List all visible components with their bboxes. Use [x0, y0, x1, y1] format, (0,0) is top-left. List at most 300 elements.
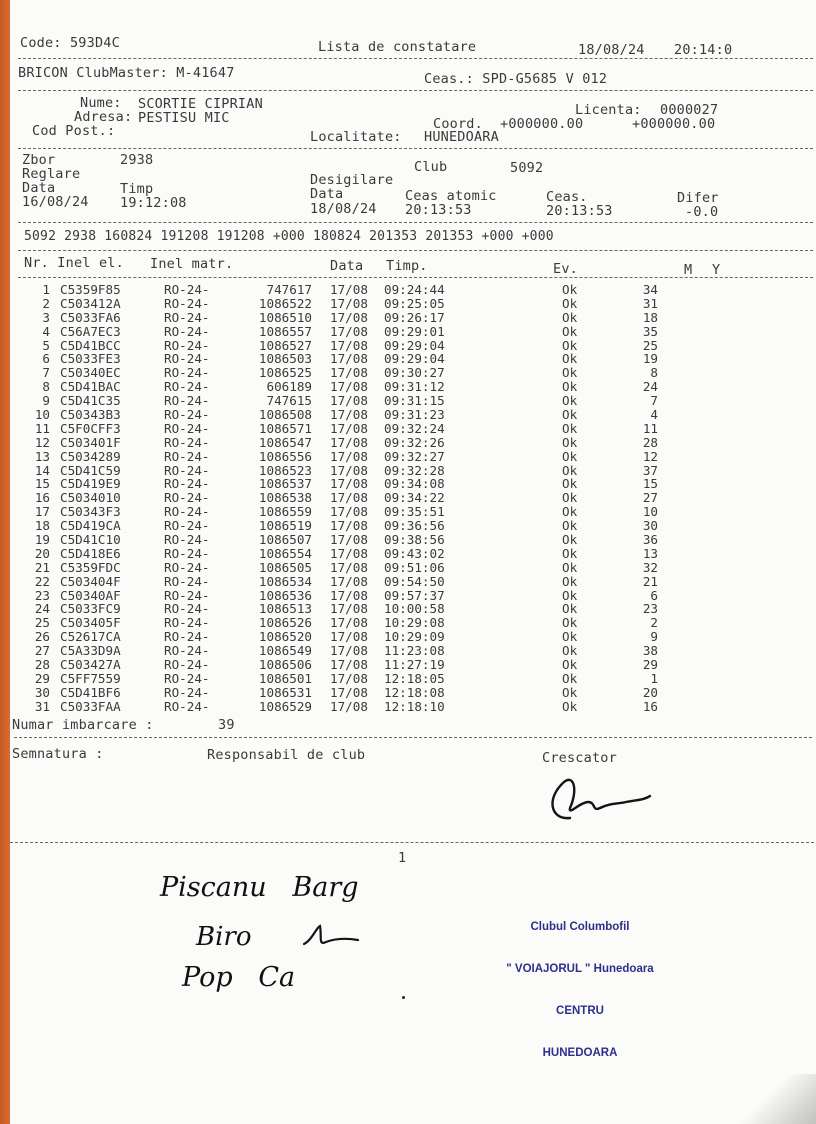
arrival-date: 17/08	[330, 559, 368, 575]
ring-prefix: RO-24-	[164, 295, 210, 311]
ring-number: 1086537	[258, 476, 312, 492]
arrival-date: 17/08	[330, 684, 368, 700]
divider	[18, 250, 813, 251]
event-status: Ok	[562, 587, 578, 603]
chip-id: C5A33D9A	[60, 643, 121, 659]
coord-x: +000000.00	[500, 116, 584, 132]
ring-prefix: RO-24-	[164, 434, 210, 450]
event-status: Ok	[562, 365, 578, 381]
chip-id: C503404F	[60, 573, 121, 589]
event-status: Ok	[562, 504, 578, 520]
arrival-date: 17/08	[330, 351, 368, 367]
crescator-label: Crescator	[542, 750, 617, 766]
ring-number: 1086531	[258, 684, 312, 700]
ring-prefix: RO-24-	[164, 309, 210, 325]
arrival-time: 09:51:06	[384, 559, 445, 575]
ring-prefix: RO-24-	[164, 587, 210, 603]
row-number: 11	[34, 420, 50, 436]
chip-id: C5D41C10	[60, 532, 121, 548]
row-number: 2	[42, 295, 50, 311]
ring-number: 1086525	[258, 365, 312, 381]
arrival-date: 17/08	[330, 490, 368, 506]
crescator-signature-icon	[540, 768, 660, 828]
divider	[14, 737, 812, 738]
arrival-date: 17/08	[330, 337, 368, 353]
event-status: Ok	[562, 434, 578, 450]
col-header-ring: Inel matr.	[150, 256, 234, 272]
event-status: Ok	[562, 282, 578, 297]
arrival-time: 09:29:04	[384, 351, 445, 367]
position: 15	[642, 476, 658, 492]
document-time: 20:14:0	[674, 42, 733, 58]
license-label: Licenta:	[575, 102, 642, 118]
arrival-date: 17/08	[330, 698, 368, 714]
arrival-date: 17/08	[330, 629, 368, 645]
event-status: Ok	[562, 698, 578, 714]
arrival-date: 17/08	[330, 407, 368, 423]
arrival-date: 17/08	[330, 365, 368, 381]
arrival-time: 09:57:37	[384, 587, 445, 603]
arrival-time: 09:54:50	[384, 573, 445, 589]
imbarcare-count: 39	[218, 717, 235, 733]
arrival-date: 17/08	[330, 643, 368, 659]
chip-id: C5D41BAC	[60, 379, 121, 395]
column-ring-prefix	[164, 283, 210, 714]
ring-number: 747615	[266, 393, 312, 409]
ring-prefix: RO-24-	[164, 337, 210, 353]
column-ring-number	[232, 283, 312, 714]
chip-id: C5D419E9	[60, 476, 121, 492]
row-number: 12	[34, 434, 50, 450]
ring-prefix: RO-24-	[164, 323, 210, 339]
document-title: Lista de constatare	[318, 39, 477, 55]
row-number: 16	[34, 490, 50, 506]
club-number: 5092	[510, 160, 544, 176]
arrival-date: 17/08	[330, 545, 368, 561]
position: 13	[642, 545, 658, 561]
arrival-date: 17/08	[330, 657, 368, 673]
arrival-date: 17/08	[330, 282, 368, 297]
reglare-date: 16/08/24	[22, 194, 89, 210]
divider	[18, 222, 813, 223]
event-status: Ok	[562, 559, 578, 575]
position: 28	[642, 434, 658, 450]
position: 21	[642, 573, 658, 589]
chip-id: C5FF7559	[60, 670, 121, 686]
ring-number: 1086526	[258, 615, 312, 631]
arrival-time: 10:29:09	[384, 629, 445, 645]
event-status: Ok	[562, 601, 578, 617]
row-number: 14	[34, 462, 50, 478]
ring-prefix: RO-24-	[164, 684, 210, 700]
event-status: Ok	[562, 615, 578, 631]
ring-prefix: RO-24-	[164, 462, 210, 478]
arrival-date: 17/08	[330, 309, 368, 325]
ring-prefix: RO-24-	[164, 282, 210, 297]
chip-id: C5359F85	[60, 282, 121, 297]
row-number: 18	[34, 518, 50, 534]
arrival-time: 12:18:08	[384, 684, 445, 700]
event-status: Ok	[562, 643, 578, 659]
event-status: Ok	[562, 629, 578, 645]
column-chip	[60, 283, 121, 714]
responsabil-label: Responsabil de club	[207, 747, 366, 763]
ring-prefix: RO-24-	[164, 601, 210, 617]
ring-number: 606189	[266, 379, 312, 395]
position: 31	[642, 295, 658, 311]
column-ev	[562, 283, 577, 714]
chip-id: C5033FC9	[60, 601, 121, 617]
column-date	[330, 283, 368, 714]
ring-number: 1086506	[258, 657, 312, 673]
owner-name: SCORTIE CIPRIAN	[138, 96, 263, 112]
row-number: 17	[34, 504, 50, 520]
ring-prefix: RO-24-	[164, 629, 210, 645]
arrival-time: 09:34:22	[384, 490, 445, 506]
arrival-date: 17/08	[330, 462, 368, 478]
position: 1	[650, 670, 658, 686]
locality: HUNEDOARA	[424, 129, 499, 145]
chip-id: C5D419CA	[60, 518, 121, 534]
event-status: Ok	[562, 670, 578, 686]
arrival-time: 10:00:58	[384, 601, 445, 617]
reglare-time: 19:12:08	[120, 195, 187, 211]
position: 6	[650, 587, 658, 603]
row-number: 15	[34, 476, 50, 492]
event-status: Ok	[562, 518, 578, 534]
ring-number: 1086501	[258, 670, 312, 686]
divider	[18, 148, 813, 149]
position: 20	[642, 684, 658, 700]
arrival-date: 17/08	[330, 573, 368, 589]
postal-code-label: Cod Post.:	[32, 123, 116, 139]
chip-id: C50340EC	[60, 365, 121, 381]
ring-number: 1086523	[258, 462, 312, 478]
address-label: Adresa:	[74, 109, 133, 125]
arrival-time: 11:23:08	[384, 643, 445, 659]
arrival-date: 17/08	[330, 393, 368, 409]
ring-number: 1086538	[258, 490, 312, 506]
imbarcare-label: Numar imbarcare :	[12, 717, 154, 733]
arrival-time: 09:32:27	[384, 448, 445, 464]
event-status: Ok	[562, 573, 578, 589]
arrival-time: 12:18:10	[384, 698, 445, 714]
ring-number: 1086557	[258, 323, 312, 339]
row-number: 24	[34, 601, 50, 617]
arrival-date: 17/08	[330, 504, 368, 520]
row-number: 28	[34, 657, 50, 673]
event-status: Ok	[562, 532, 578, 548]
row-number: 21	[34, 559, 50, 575]
chip-id: C50340AF	[60, 587, 121, 603]
arrival-time: 11:27:19	[384, 657, 445, 673]
ring-number: 1086556	[258, 448, 312, 464]
desig-data-label: Data	[310, 186, 344, 202]
clock-label: Ceas.	[546, 189, 588, 205]
ring-number: 1086559	[258, 504, 312, 520]
column-position	[630, 283, 658, 714]
stamp-line-1: Clubul Columbofil	[530, 921, 630, 933]
arrival-time: 09:31:15	[384, 393, 445, 409]
chip-id: C503401F	[60, 434, 121, 450]
ring-number: 1086510	[258, 309, 312, 325]
col-header-y: Y	[712, 262, 721, 278]
arrival-date: 17/08	[330, 601, 368, 617]
desig-date: 18/08/24	[310, 201, 377, 217]
ring-number: 1086534	[258, 573, 312, 589]
ring-number: 1086529	[258, 698, 312, 714]
ring-prefix: RO-24-	[164, 407, 210, 423]
ring-number: 1086547	[258, 434, 312, 450]
position: 8	[650, 365, 658, 381]
col-header-date: Data	[330, 258, 364, 274]
chip-id: C5D41BF6	[60, 684, 121, 700]
codes-line: 5092 2938 160824 191208 191208 +000 180824 201353 201353 +000 +000	[24, 229, 554, 244]
ring-number: 1086508	[258, 407, 312, 423]
handwritten-names-line-1: Piscanu Barg	[160, 872, 359, 903]
ring-prefix: RO-24-	[164, 698, 210, 714]
clock-time: 20:13:53	[546, 203, 613, 219]
chip-id: C5033FAA	[60, 698, 121, 714]
position: 23	[642, 601, 658, 617]
chip-id: C50343B3	[60, 407, 121, 423]
row-number: 5	[42, 337, 50, 353]
arrival-time: 09:36:56	[384, 518, 445, 534]
coord-y: +000000.00	[632, 116, 716, 132]
position: 24	[642, 379, 658, 395]
arrival-date: 17/08	[330, 518, 368, 534]
chip-id: C56A7EC3	[60, 323, 121, 339]
chip-id: C5D41BCC	[60, 337, 121, 353]
semnatura-label: Semnatura :	[12, 746, 104, 762]
position: 25	[642, 337, 658, 353]
ring-number: 1086505	[258, 559, 312, 575]
ring-number: 1086513	[258, 601, 312, 617]
event-status: Ok	[562, 476, 578, 492]
row-number: 20	[34, 545, 50, 561]
row-number: 27	[34, 643, 50, 659]
chip-id: C5D41C35	[60, 393, 121, 409]
event-status: Ok	[562, 337, 578, 353]
ring-prefix: RO-24-	[164, 559, 210, 575]
arrival-time: 09:35:51	[384, 504, 445, 520]
ring-prefix: RO-24-	[164, 351, 210, 367]
row-number: 25	[34, 615, 50, 631]
position: 30	[642, 518, 658, 534]
ring-prefix: RO-24-	[164, 490, 210, 506]
club-label: Club	[414, 159, 448, 175]
ring-prefix: RO-24-	[164, 420, 210, 436]
handwritten-mark-icon	[296, 922, 366, 952]
arrival-time: 09:32:28	[384, 462, 445, 478]
chip-id: C5F0CFF3	[60, 420, 121, 436]
arrival-date: 17/08	[330, 587, 368, 603]
arrival-time: 09:26:17	[384, 309, 445, 325]
ring-prefix: RO-24-	[164, 643, 210, 659]
position: 19	[642, 351, 658, 367]
ring-prefix: RO-24-	[164, 615, 210, 631]
divider	[18, 58, 813, 59]
col-header-chip: Nr. Inel el.	[24, 255, 124, 271]
chip-id: C5034289	[60, 448, 121, 464]
col-header-m: M	[684, 262, 693, 278]
corner-shadow	[736, 1074, 816, 1124]
ring-prefix: RO-24-	[164, 476, 210, 492]
arrival-time: 09:32:24	[384, 420, 445, 436]
ring-prefix: RO-24-	[164, 657, 210, 673]
arrival-date: 17/08	[330, 532, 368, 548]
col-header-ev: Ev.	[553, 261, 578, 277]
stamp-line-4: HUNEDOARA	[542, 1047, 618, 1059]
arrival-time: 12:18:05	[384, 670, 445, 686]
ring-number: 1086520	[258, 629, 312, 645]
event-status: Ok	[562, 323, 578, 339]
arrival-date: 17/08	[330, 476, 368, 492]
chip-id: C5D418E6	[60, 545, 121, 561]
position: 2	[650, 615, 658, 631]
position: 29	[642, 657, 658, 673]
ring-number: 1086503	[258, 351, 312, 367]
divider	[18, 277, 813, 278]
row-number: 13	[34, 448, 50, 464]
event-status: Ok	[562, 295, 578, 311]
row-number: 29	[34, 670, 50, 686]
ring-number: 1086554	[258, 545, 312, 561]
reglare-label: Reglare	[22, 166, 81, 182]
ink-dot	[402, 996, 405, 999]
row-number: 9	[42, 393, 50, 409]
row-number: 30	[34, 684, 50, 700]
arrival-date: 17/08	[330, 323, 368, 339]
row-number: 19	[34, 532, 50, 548]
divider	[10, 842, 814, 843]
column-time	[384, 283, 445, 714]
position: 7	[650, 393, 658, 409]
clubmaster-id: BRICON ClubMaster: M-41647	[18, 65, 235, 81]
arrival-time: 09:30:27	[384, 365, 445, 381]
event-status: Ok	[562, 490, 578, 506]
handwritten-names-line-2: Biro	[196, 922, 252, 952]
position: 11	[642, 420, 658, 436]
position: 38	[642, 643, 658, 659]
divider	[18, 90, 813, 91]
event-status: Ok	[562, 309, 578, 325]
arrival-time: 09:29:01	[384, 323, 445, 339]
event-status: Ok	[562, 462, 578, 478]
chip-id: C5D41C59	[60, 462, 121, 478]
event-status: Ok	[562, 684, 578, 700]
arrival-time: 09:32:26	[384, 434, 445, 450]
ring-prefix: RO-24-	[164, 545, 210, 561]
ring-number: 1086536	[258, 587, 312, 603]
row-number: 10	[34, 407, 50, 423]
ring-prefix: RO-24-	[164, 532, 210, 548]
row-number: 3	[42, 309, 50, 325]
arrival-date: 17/08	[330, 379, 368, 395]
page-number: 1	[398, 850, 407, 866]
ring-number: 1086527	[258, 337, 312, 353]
position: 10	[642, 504, 658, 520]
reglare-data-label: Data	[22, 180, 56, 196]
chip-id: C503412A	[60, 295, 121, 311]
column-row-number	[26, 283, 50, 714]
event-status: Ok	[562, 407, 578, 423]
row-number: 26	[34, 629, 50, 645]
chip-id: C503427A	[60, 657, 121, 673]
position: 18	[642, 309, 658, 325]
difference-value: -0.0	[685, 204, 719, 220]
event-status: Ok	[562, 657, 578, 673]
arrival-time: 09:31:23	[384, 407, 445, 423]
ring-prefix: RO-24-	[164, 448, 210, 464]
ring-prefix: RO-24-	[164, 573, 210, 589]
row-number: 4	[42, 323, 50, 339]
chip-id: C5033FA6	[60, 309, 121, 325]
arrival-time: 09:38:56	[384, 532, 445, 548]
club-stamp	[490, 892, 670, 1074]
row-number: 1	[42, 282, 50, 297]
ring-prefix: RO-24-	[164, 504, 210, 520]
position: 35	[642, 323, 658, 339]
arrival-date: 17/08	[330, 448, 368, 464]
position: 9	[650, 629, 658, 645]
chip-id: C50343F3	[60, 504, 121, 520]
ring-prefix: RO-24-	[164, 379, 210, 395]
zbor-number: 2938	[120, 152, 154, 168]
ring-number: 1086519	[258, 518, 312, 534]
stamp-line-3: CENTRU	[556, 1005, 604, 1017]
ring-number: 1086571	[258, 420, 312, 436]
stamp-line-2: " VOIAJORUL " Hunedoara	[506, 963, 654, 975]
atomic-clock-label: Ceas atomic	[405, 188, 497, 204]
locality-label: Localitate:	[310, 129, 402, 145]
chip-id: C52617CA	[60, 629, 121, 645]
col-header-time: Timp.	[386, 258, 428, 274]
position: 32	[642, 559, 658, 575]
ring-number: 1086507	[258, 532, 312, 548]
name-label: Nume:	[80, 95, 122, 111]
ring-prefix: RO-24-	[164, 518, 210, 534]
owner-address: PESTISU MIC	[138, 110, 230, 126]
row-number: 22	[34, 573, 50, 589]
ring-number: 1086549	[258, 643, 312, 659]
row-number: 6	[42, 351, 50, 367]
event-status: Ok	[562, 448, 578, 464]
ring-prefix: RO-24-	[164, 365, 210, 381]
difference-label: Difer	[677, 190, 719, 206]
position: 36	[642, 532, 658, 548]
position: 37	[642, 462, 658, 478]
position: 16	[642, 698, 658, 714]
reglare-timp-label: Timp	[120, 181, 154, 197]
chip-id: C5033FE3	[60, 351, 121, 367]
atomic-time: 20:13:53	[405, 202, 472, 218]
ring-prefix: RO-24-	[164, 393, 210, 409]
event-status: Ok	[562, 393, 578, 409]
handwritten-names-line-3: Pop Ca	[182, 962, 296, 993]
position: 34	[642, 282, 658, 297]
arrival-date: 17/08	[330, 420, 368, 436]
document-date: 18/08/24	[578, 42, 645, 58]
arrival-date: 17/08	[330, 434, 368, 450]
arrival-date: 17/08	[330, 295, 368, 311]
row-number: 23	[34, 587, 50, 603]
ring-number: 747617	[266, 282, 312, 297]
event-status: Ok	[562, 420, 578, 436]
chip-id: C5034010	[60, 490, 121, 506]
row-number: 7	[42, 365, 50, 381]
desigilare-label: Desigilare	[310, 172, 394, 188]
